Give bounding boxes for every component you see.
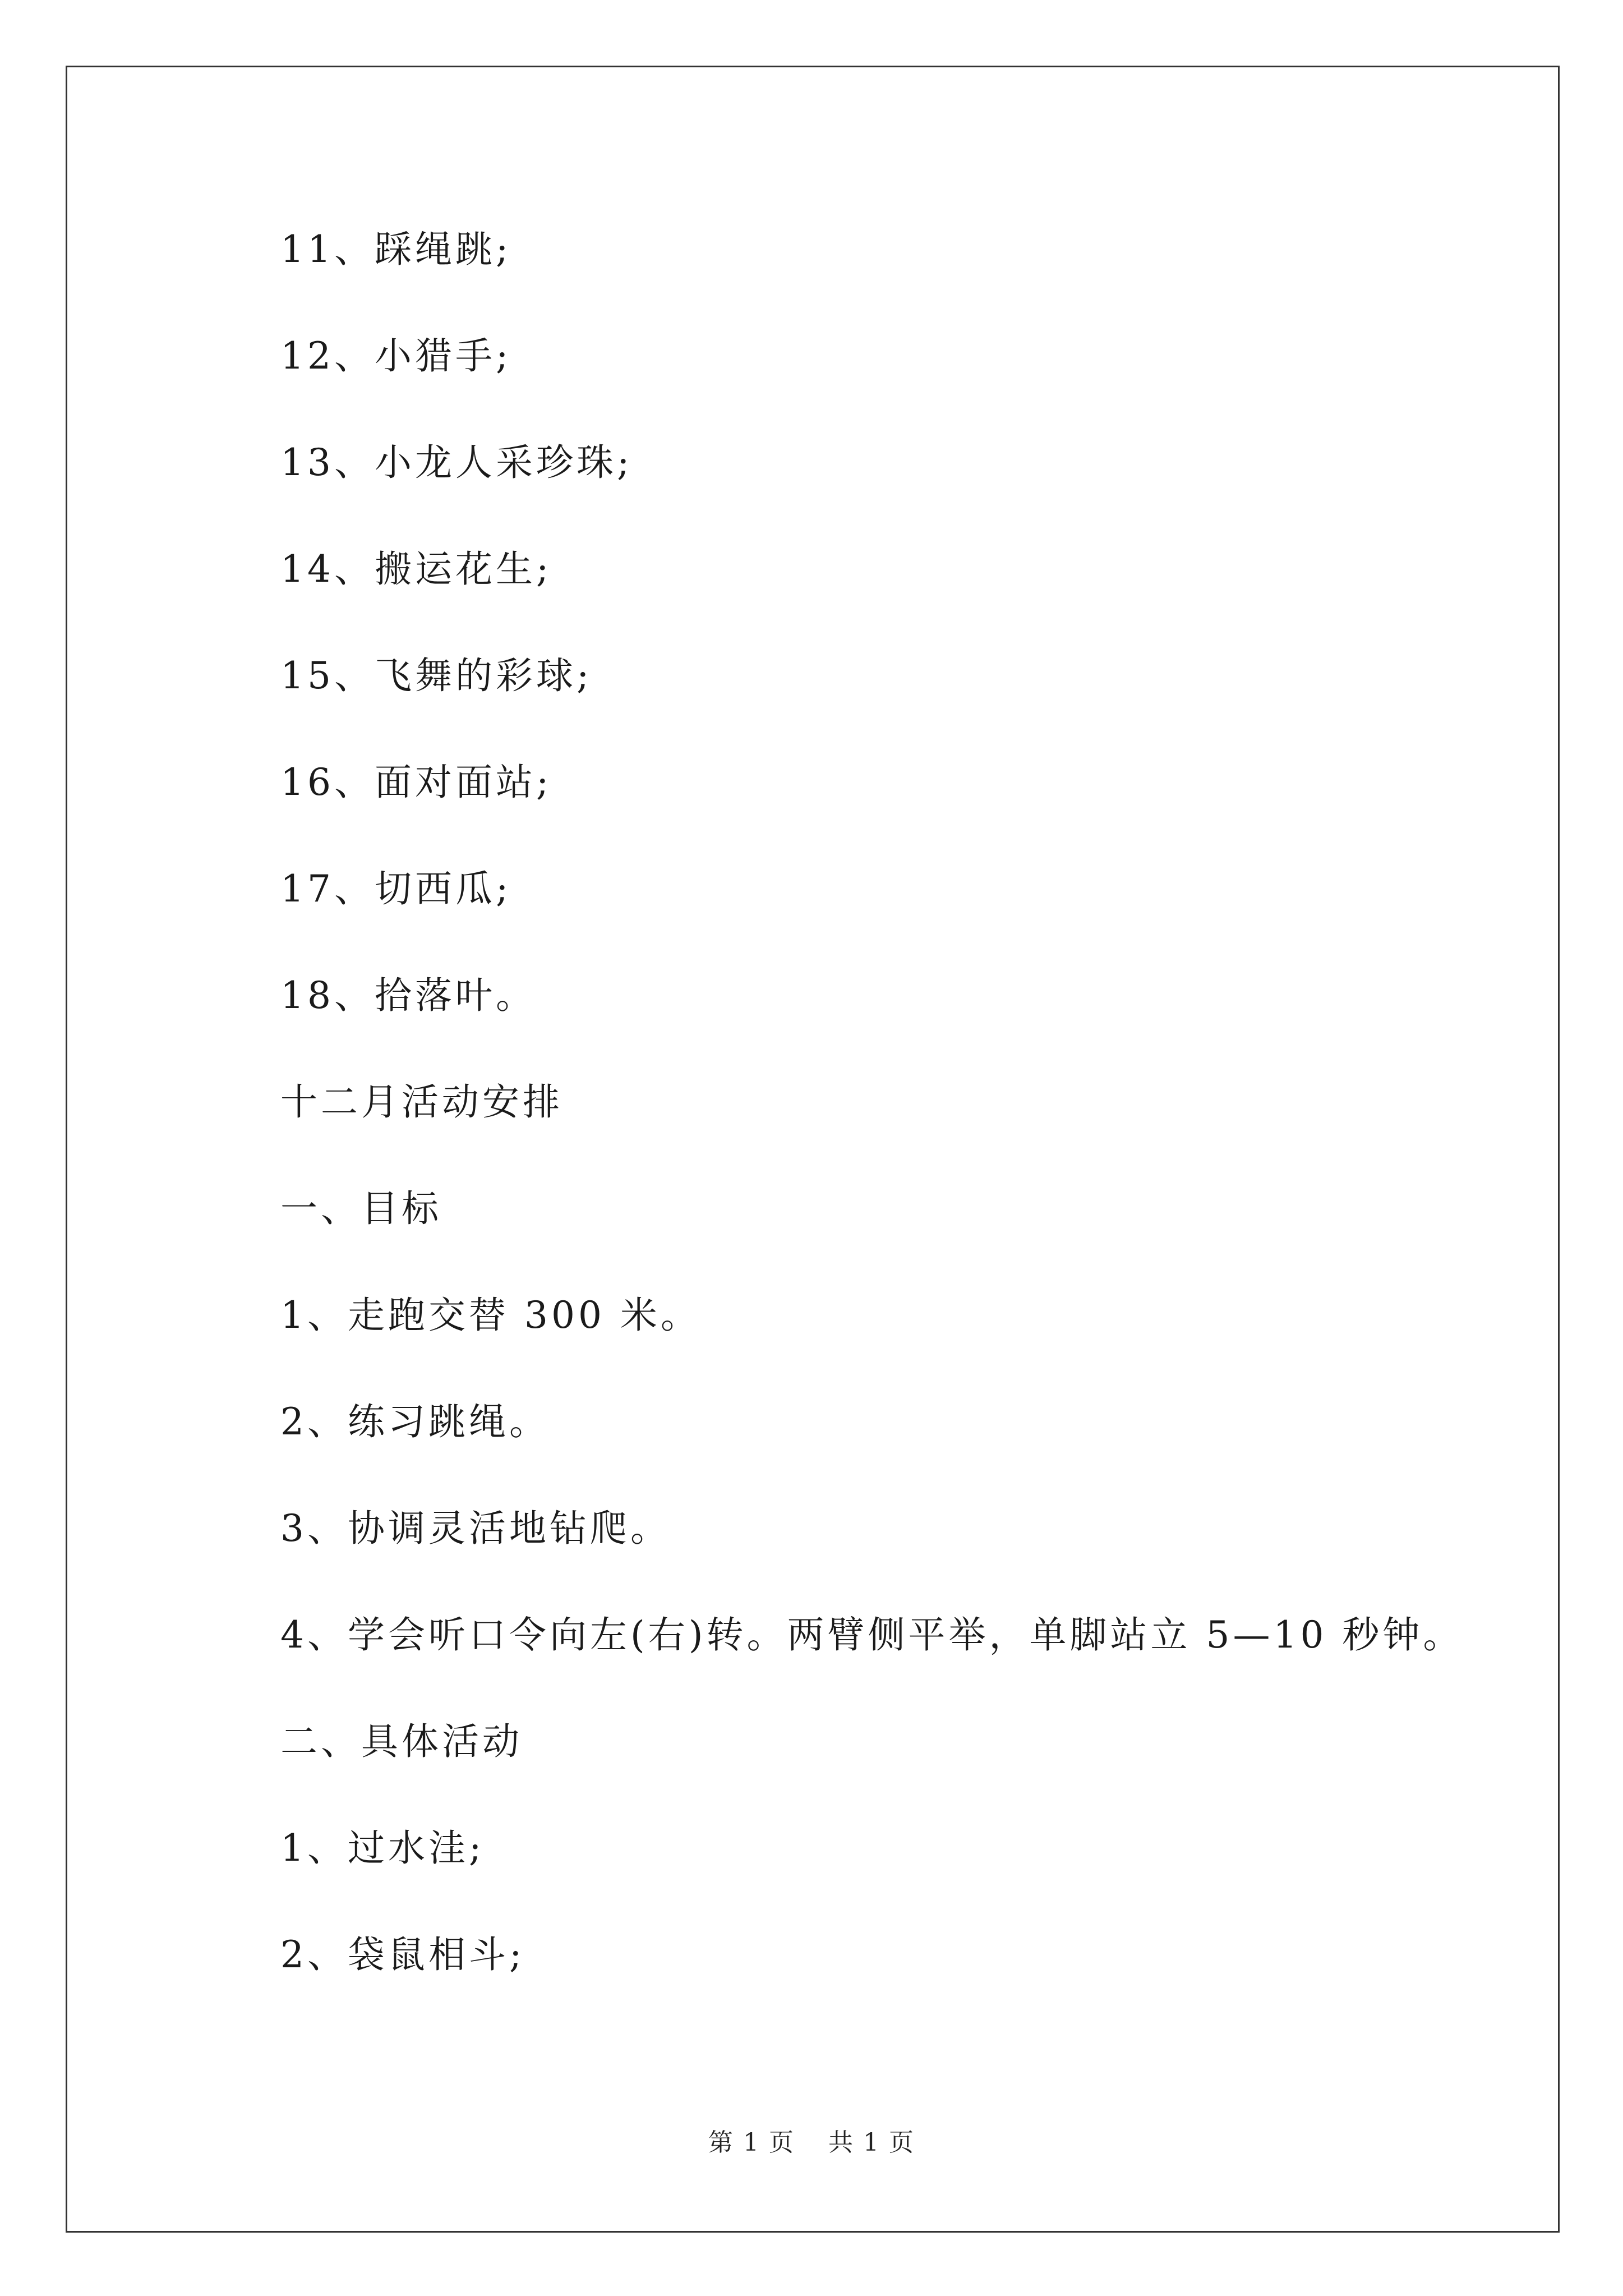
text-line: 3、协调灵活地钻爬。 <box>280 1507 671 1550</box>
text-line: 1、走跑交替 300 米。 <box>280 1294 701 1337</box>
text-line: 17、切西瓜; <box>280 867 512 910</box>
text-line: 4、学会听口令向左(右)转。两臂侧平举，单脚站立 5—10 秒钟。 <box>280 1613 1464 1657</box>
page-total: 共 1 页 <box>828 2128 915 2157</box>
text-line: 16、面对面站; <box>280 761 552 804</box>
text-line: 11、踩绳跳; <box>280 228 512 271</box>
text-line: 18、拾落叶。 <box>280 974 536 1017</box>
document-body <box>280 219 1525 2031</box>
text-line: 14、搬运花生; <box>280 547 552 591</box>
section-heading: 一、目标 <box>280 1187 442 1230</box>
text-line: 13、小龙人采珍珠; <box>280 441 633 484</box>
section-heading: 二、具体活动 <box>280 1720 523 1763</box>
text-line: 2、袋鼠相斗; <box>280 1933 525 1976</box>
text-line: 2、练习跳绳。 <box>280 1400 550 1443</box>
text-line: 1、过水洼; <box>280 1826 485 1870</box>
text-line: 12、小猎手; <box>280 334 512 378</box>
page-footer <box>0 2126 1623 2160</box>
page-number: 第 1 页 <box>708 2128 795 2157</box>
text-line: 15、飞舞的彩球; <box>280 654 593 697</box>
section-heading: 十二月活动安排 <box>280 1080 563 1124</box>
